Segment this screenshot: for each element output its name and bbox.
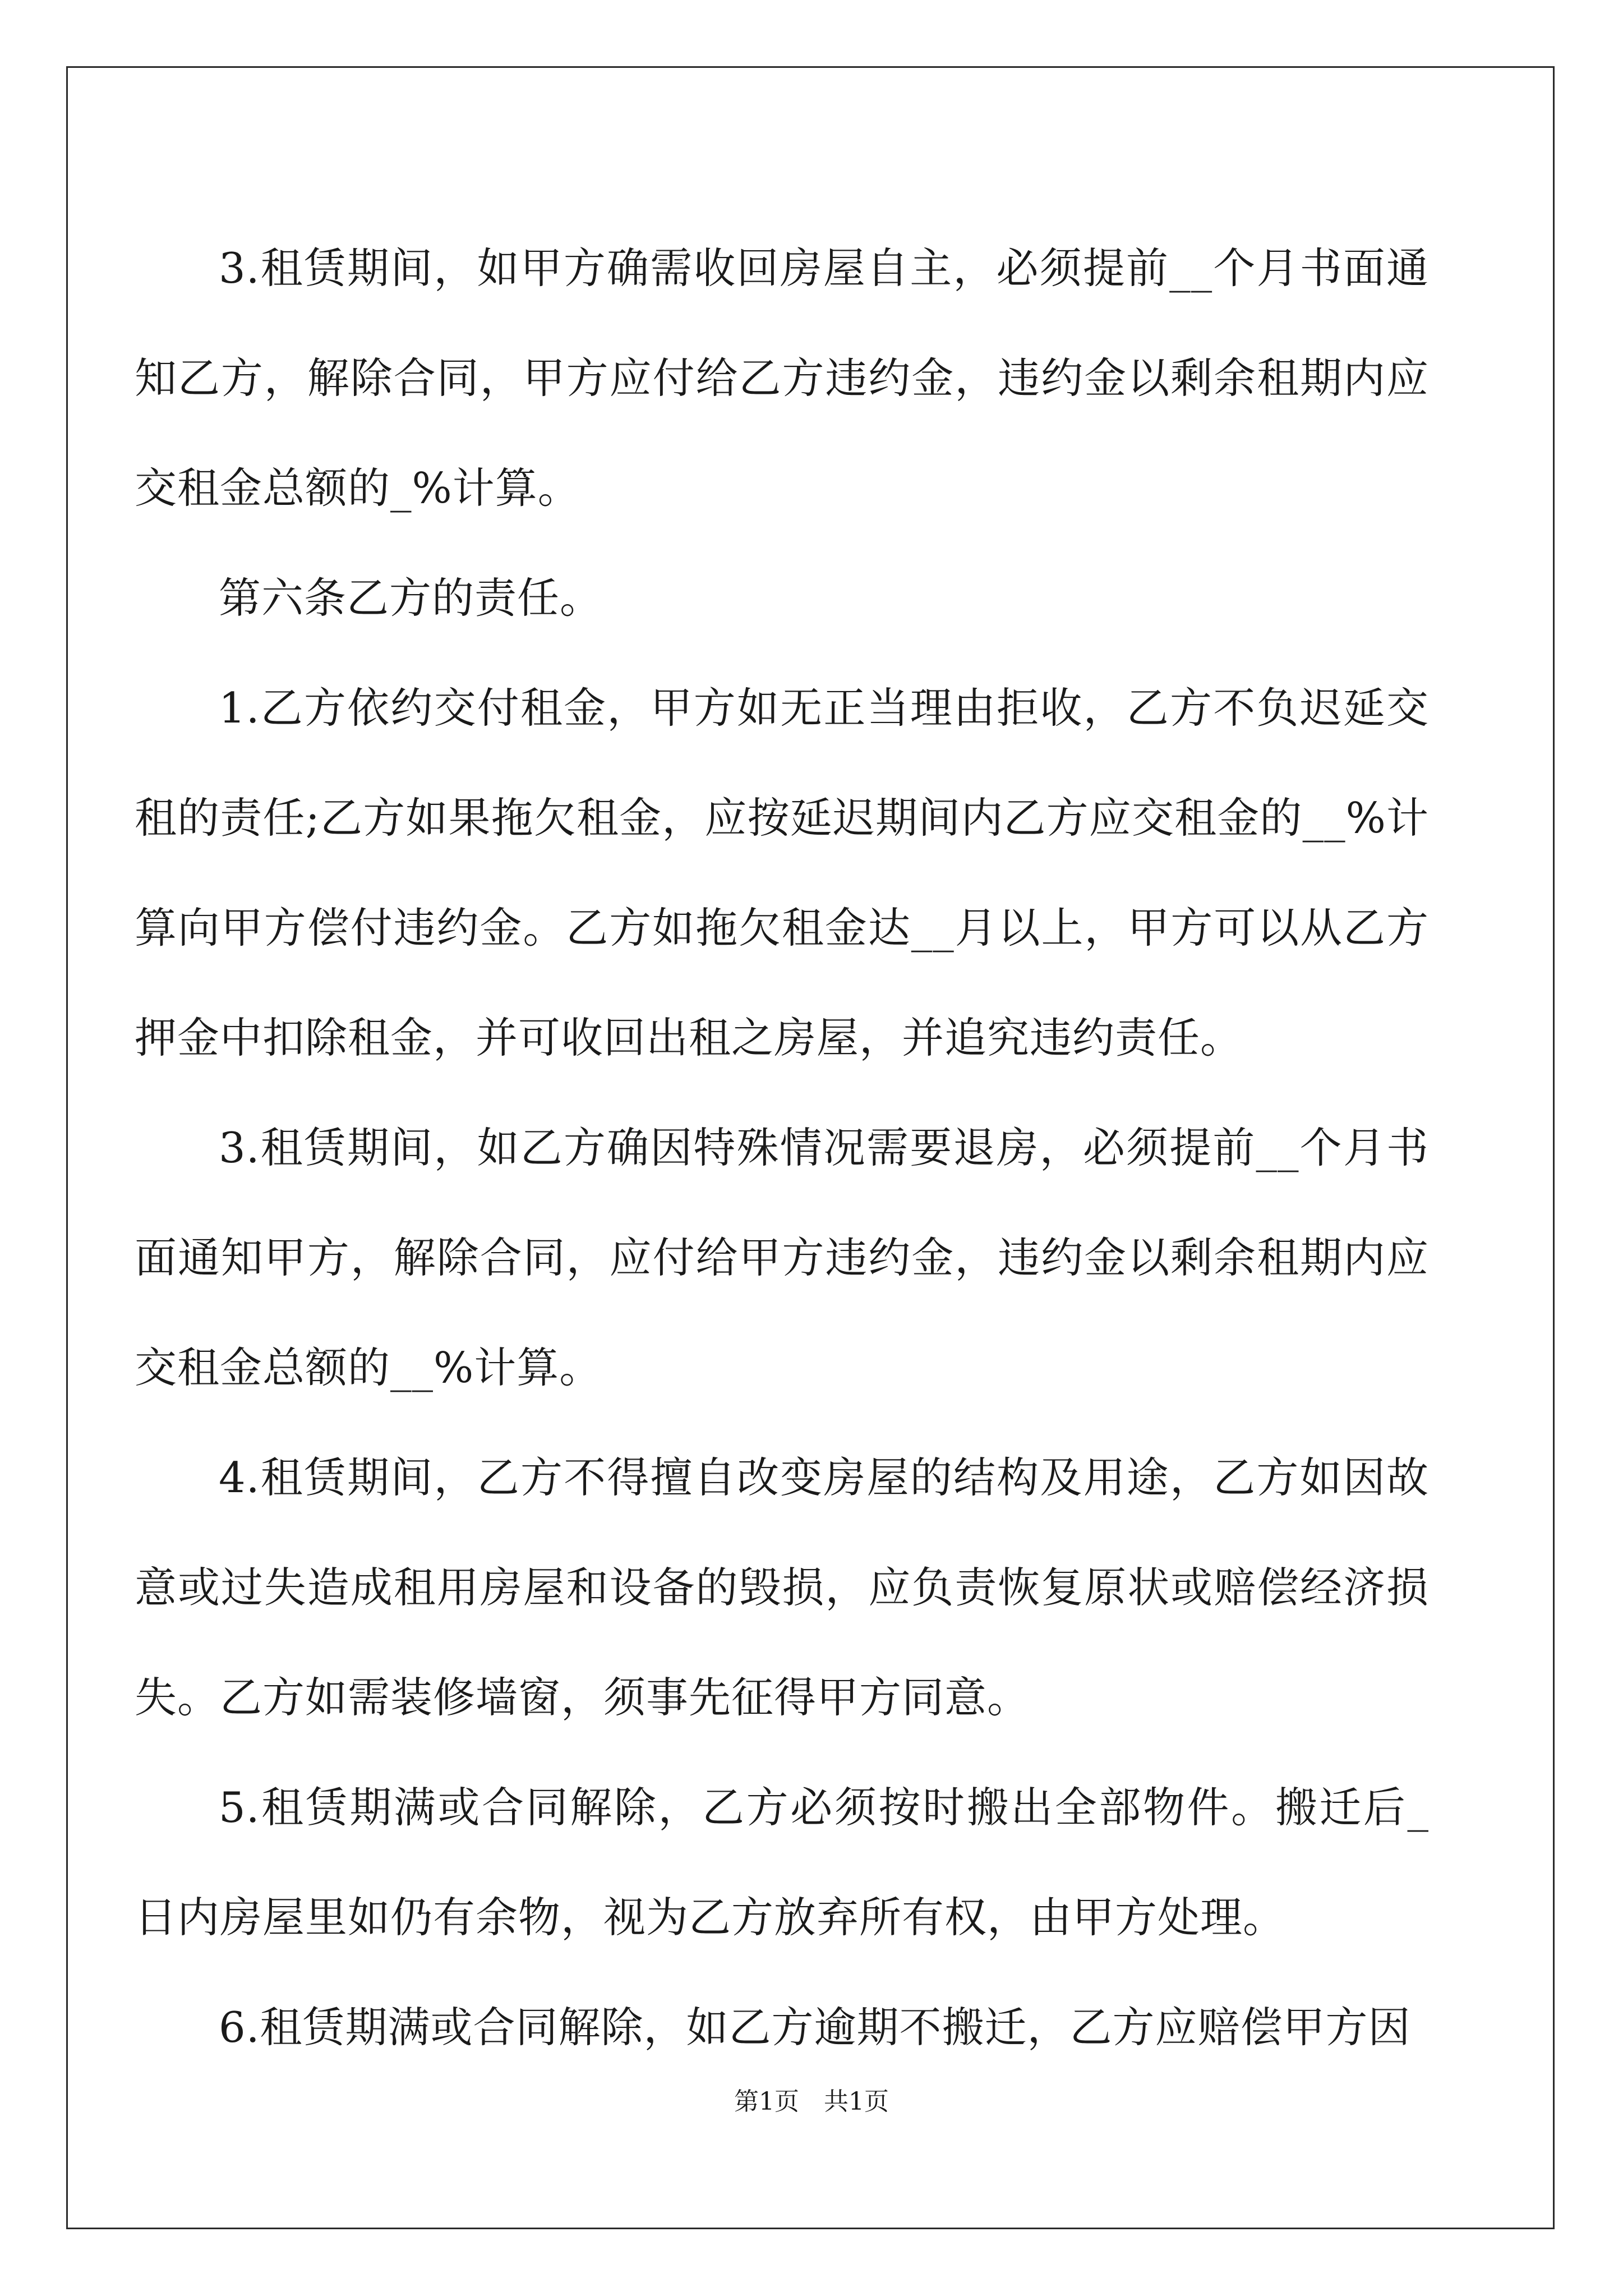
paragraph-clause-4-structure-use: 4.租赁期间，乙方不得擅自改变房屋的结构及用途，乙方如因故意或过失造成租用房屋和设备的毁损，应负责恢复原状或赔偿经济损失。乙方如需装修墙窗，须事先征得甲方同意。 [135,1453,1429,1722]
paragraph-clause-3-tenant-termination: 3.租赁期间，如乙方确因特殊情况需要退房，必须提前__个月书面通知甲方，解除合同，应付给甲方违约金，违约金以剩余租期内应交租金总额的__%计算。 [135,1123,1429,1392]
paragraph-article-6-heading: 第六条乙方的责任。 [219,573,603,623]
paragraph-clause-3-landlord-termination: 3.租赁期间，如甲方确需收回房屋自主，必须提前__个月书面通知乙方，解除合同，甲方应付给乙方违约金，违约金以剩余租期内应交租金总额的_%计算。 [135,243,1429,513]
paragraph-clause-6-overdue-move: 6.租赁期满或合同解除，如乙方逾期不搬迁，乙方应赔偿甲方因 [219,2003,1411,2052]
paragraph-clause-1-rent-payment: 1.乙方依约交付租金，甲方如无正当理由拒收，乙方不负迟延交租的责任;乙方如果拖欠租金，应按延迟期间内乙方应交租金的__%计算向甲方偿付违约金。乙方如拖欠租金达__月以上，甲方可以从乙方押金中扣除租金，并可收回出租之房屋，并追究违约责任。 [135,683,1429,1062]
page-number-footer: 第1页 共1页 [734,2087,889,2116]
document-body [135,213,1429,2082]
paragraph-clause-5-move-out: 5.租赁期满或合同解除，乙方必须按时搬出全部物件。搬迁后_日内房屋里如仍有余物，视为乙方放弃所有权，由甲方处理。 [135,1783,1429,1942]
